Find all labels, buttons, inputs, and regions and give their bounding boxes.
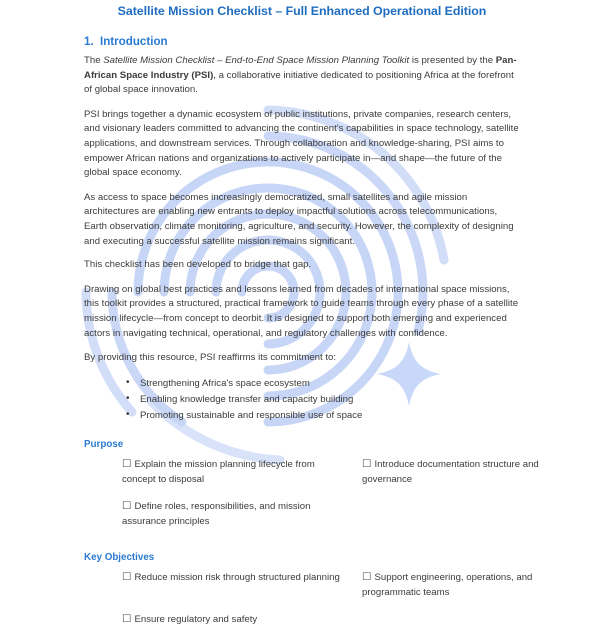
- checkbox-label: Support engineering, operations, and programmatic teams: [362, 571, 533, 598]
- section-heading-introduction: [84, 35, 520, 49]
- paragraph-commitment-lead: By providing this resource, PSI reaffirms its commitment to:: [84, 352, 337, 364]
- checkbox-row: [122, 457, 539, 487]
- intro-psi-name: Pan-African Space Industry (PSI): [84, 55, 517, 81]
- list-item: • Strengthening Africa's space ecosystem: [140, 376, 520, 392]
- checkbox-icon[interactable]: ☐: [362, 570, 372, 583]
- checkbox-item-objective-3[interactable]: [122, 612, 346, 627]
- checkbox-icon[interactable]: ☐: [362, 457, 372, 470]
- page-title: Satellite Mission Checklist – Full Enhanced Operational Edition: [117, 4, 487, 18]
- intro-toolkit-title: Satellite Mission Checklist – End-to-End Space Mission Planning Toolkit: [103, 55, 410, 66]
- checkbox-item-objective-2[interactable]: [362, 570, 586, 600]
- checkbox-icon[interactable]: ☐: [122, 612, 132, 625]
- commitment-list: [84, 376, 520, 424]
- checkbox-item-purpose-3[interactable]: [122, 499, 346, 529]
- checkbox-cell: [122, 570, 362, 600]
- list-item: • Enabling knowledge transfer and capacity building: [140, 392, 520, 408]
- list-item: • Promoting sustainable and responsible use of space: [140, 408, 520, 424]
- checkbox-label: Define roles, responsibilities, and mission assurance principles: [122, 500, 311, 527]
- checkbox-cell: [122, 499, 362, 529]
- checkbox-item-purpose-2[interactable]: [362, 457, 586, 487]
- checkbox-cell: [122, 457, 362, 487]
- checkbox-item-objective-1[interactable]: [122, 570, 346, 585]
- checkbox-icon[interactable]: ☐: [122, 570, 132, 583]
- spacer: [84, 541, 520, 551]
- paragraph-intro-2: PSI brings together a dynamic ecosystem of public institutions, private companies, research centers, and visionary leaders committed to advancing the continent's capabilities in space technology, satellite applications, and downstream services. Through collaboration and knowledge-sharing, PSI aims to empower African nations and organizations to actively participate in—and shape—the future of the global space economy.: [84, 108, 519, 179]
- checkbox-icon[interactable]: ☐: [122, 457, 132, 470]
- purpose-checkbox-grid: [84, 457, 539, 529]
- intro-seg-1: The: [84, 55, 104, 66]
- checkbox-row: [122, 612, 520, 627]
- checkbox-label: Explain the mission planning lifecycle from concept to disposal: [122, 458, 315, 485]
- checkbox-label: Ensure regulatory and safety: [134, 613, 258, 625]
- paragraph-intro-1: [84, 54, 520, 98]
- section-title: Introduction: [100, 35, 168, 48]
- section-number: 1.: [84, 35, 94, 48]
- checkbox-label: Introduce documentation structure and governance: [362, 458, 539, 485]
- paragraph-intro-5: Drawing on global best practices and lessons learned from decades of international space missions, this toolkit provides a structured, practical framework to guide teams through every phase of a satellite mission lifecycle—from concept to deorbit. It is designed to support both emerging and experienced actors in navigating technical, operational, and regulatory challenges with confidence.: [84, 283, 519, 339]
- checkbox-icon[interactable]: ☐: [122, 499, 132, 512]
- checkbox-row: [122, 499, 520, 529]
- checkbox-row: [122, 570, 533, 600]
- subsection-heading-key-objectives: Key Objectives: [84, 551, 155, 563]
- paragraph-intro-4: This checklist has been developed to bridge that gap.: [84, 259, 312, 271]
- checkbox-cell: [362, 570, 600, 600]
- intro-seg-3: is presented by the: [409, 55, 496, 66]
- checkbox-cell: [122, 612, 362, 627]
- paragraph-intro-3: As access to space becomes increasingly democratized, small satellites and agile mission architectures are enabling new entrants to deploy impactful solutions across telecommunications, Earth observation, climate monitoring, agriculture, and security. However, the complexity of designing and executing a successful satellite mission remains significant.: [84, 191, 514, 247]
- subsection-heading-purpose: Purpose: [84, 438, 124, 450]
- checkbox-item-purpose-1[interactable]: [122, 457, 346, 487]
- key-objectives-checkbox-grid: [84, 570, 533, 627]
- checkbox-cell: [362, 457, 600, 487]
- checkbox-label: Reduce mission risk through structured planning: [134, 571, 340, 583]
- intro-seg-5: , a collaborative initiative dedicated to positioning Africa at the forefront of global space innovation.: [84, 69, 514, 96]
